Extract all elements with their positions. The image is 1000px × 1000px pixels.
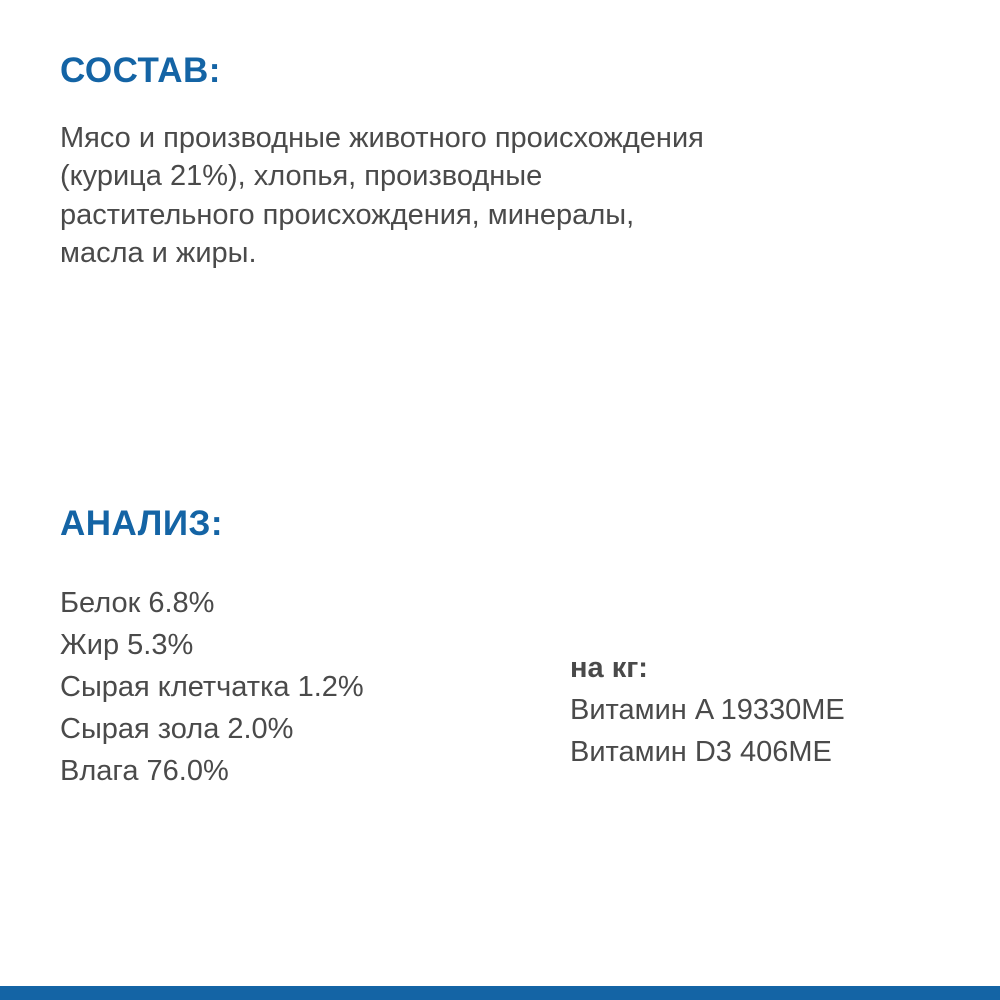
analysis-heading: АНАЛИЗ: [60, 504, 224, 543]
analysis-item: Белок 6.8% [60, 586, 215, 619]
vitamin-item: Витамин A 19330МЕ [570, 693, 845, 726]
analysis-left-column [60, 582, 570, 792]
analysis-columns [60, 582, 960, 792]
analysis-item: Влага 76.0% [60, 754, 229, 787]
composition-text: Мясо и производные животного происхождения (курица 21%), хлопья, производные растительного происхождения, минералы, масла и жиры. [60, 121, 704, 270]
per-kilogram-subheading: на кг: [570, 651, 648, 684]
composition-section [60, 52, 760, 273]
analysis-right-column [570, 582, 950, 773]
analysis-item: Сырая клетчатка 1.2% [60, 670, 364, 703]
analysis-section [60, 505, 960, 792]
composition-heading: СОСТАВ: [60, 51, 221, 90]
bottom-accent-bar [0, 986, 1000, 1000]
analysis-item: Жир 5.3% [60, 628, 194, 661]
analysis-item: Сырая зола 2.0% [60, 712, 294, 745]
vitamin-item: Витамин D3 406МЕ [570, 735, 832, 768]
